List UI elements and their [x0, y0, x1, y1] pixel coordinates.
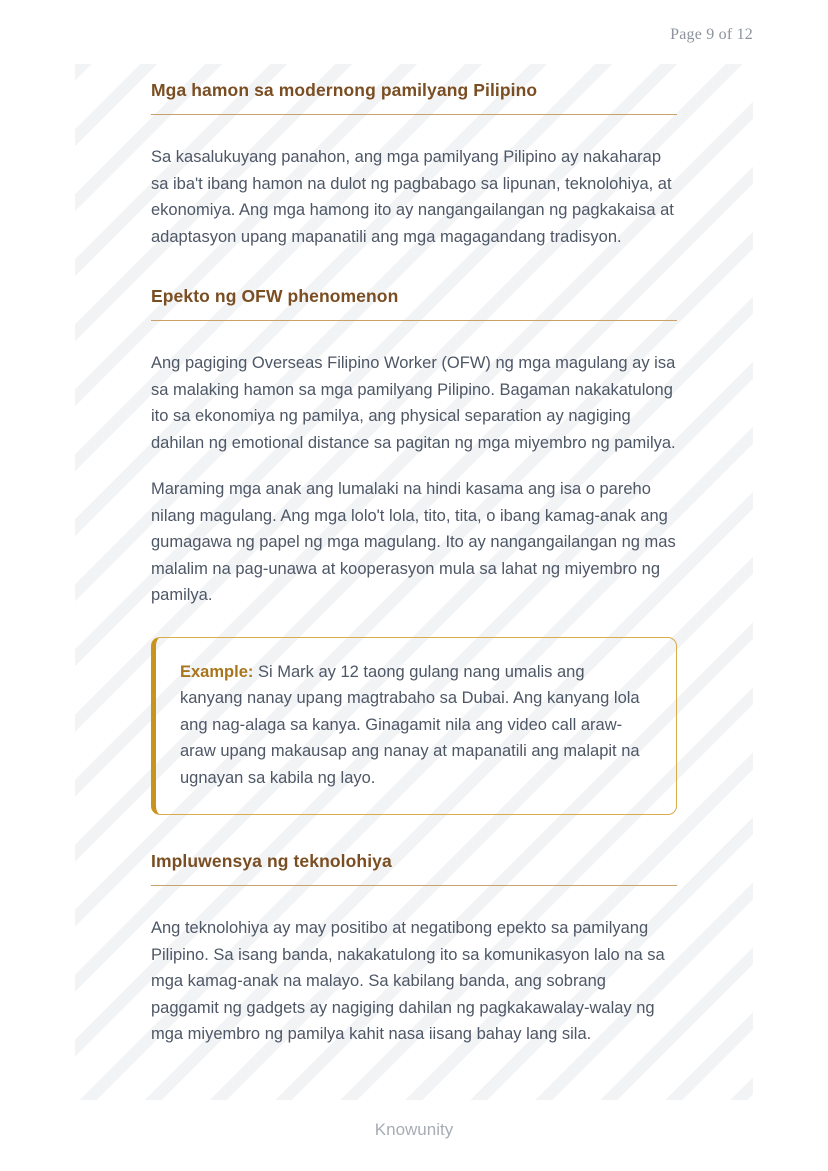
- section-impluwensya-teknolohiya: [151, 851, 677, 1048]
- paragraph: Ang pagiging Overseas Filipino Worker (OFW) ng mga magulang ay isa sa malaking hamon sa mga pamilyang Pilipino. Bagaman nakakatulong ito sa ekonomiya ng pamilya, ang physical separation ay nagiging dahilan ng emotional distance sa pagitan ng mga miyembro ng pamilya.: [151, 354, 676, 452]
- heading-rule: [151, 114, 677, 115]
- page-indicator: Page 9 of 12: [670, 26, 753, 43]
- section-mga-hamon: [151, 80, 677, 250]
- section-heading: Epekto ng OFW phenomenon: [151, 286, 399, 306]
- heading-rule: [151, 885, 677, 886]
- section-heading: Impluwensya ng teknolohiya: [151, 851, 392, 871]
- section-epekto-ofw: [151, 286, 677, 815]
- section-heading: Mga hamon sa modernong pamilyang Pilipino: [151, 80, 538, 100]
- paragraph: Ang teknolohiya ay may positibo at negatibong epekto sa pamilyang Pilipino. Sa isang banda, nakakatulong ito sa komunikasyon lalo na sa mga kamag-anak na malayo. Sa kabilang banda, ang sobrang paggamit ng gadgets ay nagiging dahilan ng pagkakawalay-walay ng mga miyembro ng pamilya kahit nasa iisang bahay lang sila.: [151, 919, 665, 1043]
- paragraph: Maraming mga anak ang lumalaki na hindi kasama ang isa o pareho nilang magulang. Ang mga lolo't lola, tito, tita, o ibang kamag-anak ang gumagawa ng papel ng mga magulang. Ito ay nangangailangan ng mas malalim na pag-unawa at kooperasyon mula sa lahat ng miyembro ng pamilya.: [151, 480, 676, 604]
- example-body: Si Mark ay 12 taong gulang nang umalis ang kanyang nanay upang magtrabaho sa Dubai. Ang kanyang lola ang nag-alaga sa kanya. Ginagamit nila ang video call araw-araw upang makausap ang nanay at mapanatili ang malapit na ugnayan sa kabila ng layo.: [180, 662, 640, 787]
- example-label: Example:: [180, 662, 254, 681]
- footer-brand: Knowunity: [374, 1120, 454, 1139]
- document-page: [75, 64, 753, 1100]
- example-callout: [151, 637, 677, 816]
- example-text: [180, 659, 650, 792]
- paragraph: Sa kasalukuyang panahon, ang mga pamilyang Pilipino ay nakaharap sa iba't ibang hamon na dulot ng pagbabago sa lipunan, teknolohiya, at ekonomiya. Ang mga hamong ito ay nangangailangan ng pagkakaisa at adaptasyon upang mapanatili ang mga magagandang tradisyon.: [151, 148, 674, 246]
- heading-rule: [151, 320, 677, 321]
